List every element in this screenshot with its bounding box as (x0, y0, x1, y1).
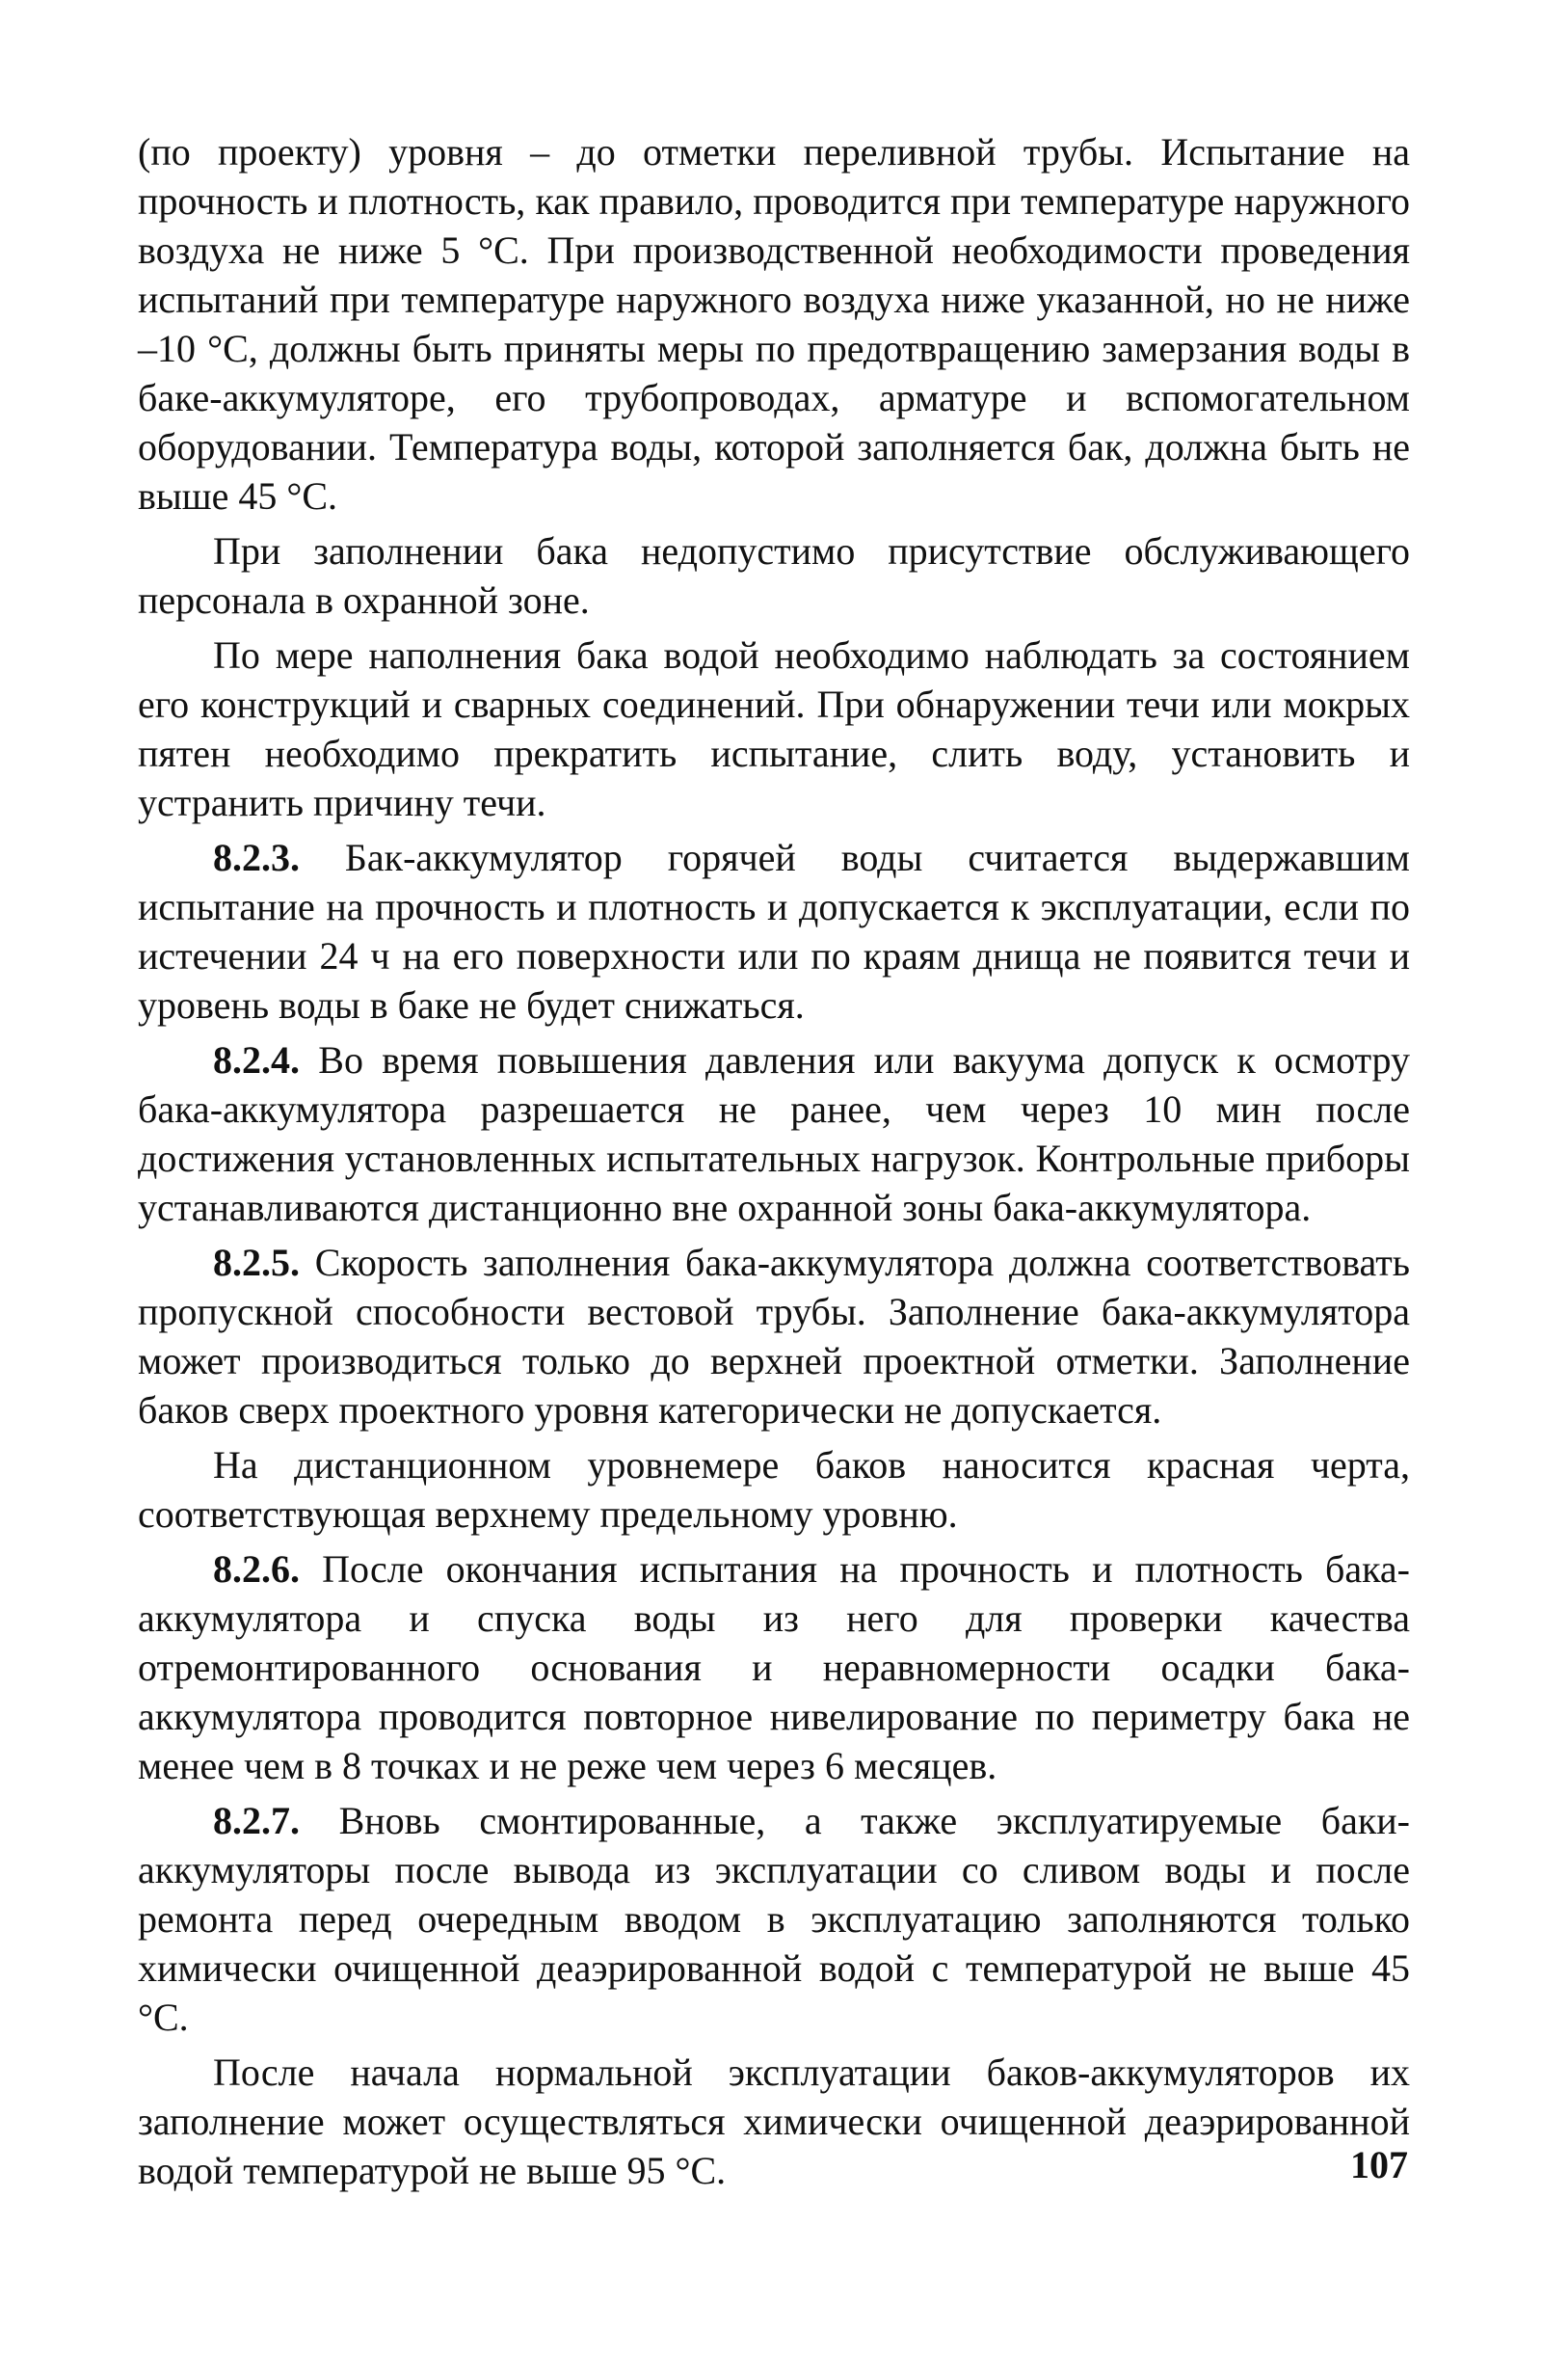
paragraph-text: При заполнении бака недопустимо присутствие обслуживающего персонала в охранной зоне. (138, 529, 1410, 622)
paragraph-continuation (138, 127, 1410, 521)
paragraph (138, 526, 1410, 625)
page-number: 107 (1350, 2143, 1408, 2186)
clause-number: 8.2.7. (213, 1799, 300, 1842)
paragraph-text: (по проекту) уровня – до отметки переливной трубы. Испытание на прочность и плотность, как правило, проводится при температуре наружного воздуха не ниже 5 °С. При производственной необходимости проведения испытаний при температуре наружного воздуха ниже указанной, но не ниже –10 °С, должны быть приняты меры по предотвращению замерзания воды в баке-аккумуляторе, его трубопроводах, арматуре и вспомогательном оборудовании. Температура воды, которой заполняется бак, должна быть не выше 45 °С. (138, 130, 1410, 518)
paragraph-text: Бак-аккумулятор горячей воды считается выдержавшим испытание на прочность и плотность и допускается к эксплуатации, если по истечении 24 ч на его поверхности или по краям днища не появится течи и уровень воды в баке не будет снижаться. (138, 836, 1410, 1027)
clause-8-2-4 (138, 1035, 1410, 1232)
paragraph-text: После окончания испытания на прочность и плотность бака-аккумулятора и спуска воды из него для проверки качества отремонтированного основания и неравномерности осадки бака-аккумулятора проводится повторное нивелирование по периметру бака не менее чем в 8 точках и не реже чем через 6 месяцев. (138, 1547, 1410, 1787)
clause-8-2-7 (138, 1796, 1410, 2042)
clause-8-2-6 (138, 1544, 1410, 1790)
clause-number: 8.2.5. (213, 1241, 300, 1284)
clause-number: 8.2.4. (213, 1038, 300, 1082)
clause-number: 8.2.3. (213, 836, 300, 879)
clause-number: 8.2.6. (213, 1547, 300, 1591)
paragraph-text: Во время повышения давления или вакуума допуск к осмотру бака-аккумулятора разрешается не ранее, чем через 10 мин после достижения установленных испытательных нагрузок. Контрольные приборы устанавливаются дистанционно вне охранной зоны бака-аккумулятора. (138, 1038, 1411, 1229)
paragraph-text: Вновь смонтированные, а также эксплуатируемые баки-аккумуляторы после вывода из эксплуатации со сливом воды и после ремонта перед очередным вводом в эксплуатацию заполняются только химически очищенной деаэрированной водой с температурой не выше 45 °С. (138, 1799, 1410, 2039)
paragraph-text: По мере наполнения бака водой необходимо наблюдать за состоянием его конструкций и сварных соединений. При обнаружении течи или мокрых пятен необходимо прекратить испытание, слить воду, установить и устранить причину течи. (138, 633, 1410, 824)
paragraph (138, 1440, 1410, 1539)
paragraph-text: После начала нормальной эксплуатации баков-аккумуляторов их заполнение может осуществляться химически очищенной деаэрированной водой температурой не выше 95 °С. (138, 2051, 1410, 2192)
paragraph (138, 2048, 1410, 2195)
paragraph (138, 630, 1410, 827)
page-body (138, 127, 1410, 2201)
paragraph-text: На дистанционном уровнемере баков наносится красная черта, соответствующая верхнему предельному уровню. (138, 1443, 1410, 1536)
clause-8-2-3 (138, 833, 1410, 1030)
paragraph-text: Скорость заполнения бака-аккумулятора должна соответствовать пропускной способности вестовой трубы. Заполнение бака-аккумулятора может производиться только до верхней проектной отметки. Заполнение баков сверх проектного уровня категорически не допускается. (138, 1241, 1410, 1432)
clause-8-2-5 (138, 1238, 1410, 1434)
